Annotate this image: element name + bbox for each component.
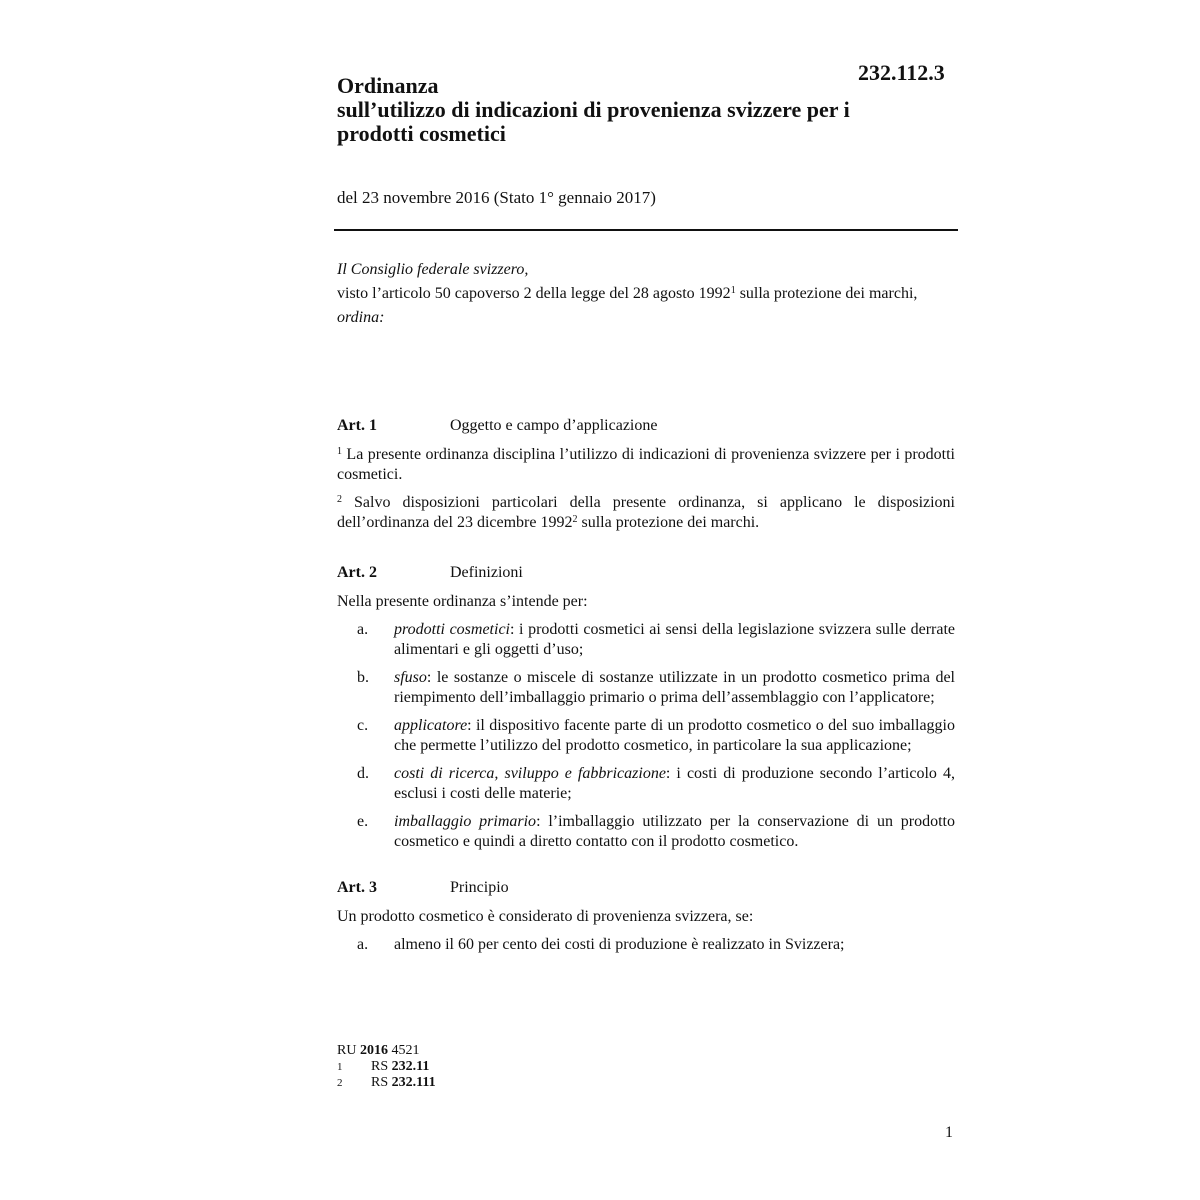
list-text: almeno il 60 per cento dei costi di produzione è realizzato in Svizzera; — [394, 936, 845, 953]
sr-number: 232.112.3 — [858, 60, 945, 85]
title-line: sull’utilizzo di indicazioni di provenienza svizzere per i — [337, 97, 850, 122]
defined-term: prodotti cosmetici — [394, 621, 510, 638]
defined-term: costi di ricerca, sviluppo e fabbricazione — [394, 765, 666, 782]
definition-text: : i prodotti cosmetici ai sensi della legislazione svizzera sulle derrate alimentari e gli oggetti d’uso; — [394, 621, 956, 658]
list-item — [337, 935, 955, 955]
definition-text: : il dispositivo facente parte di un prodotto cosmetico o del suo imballaggio che permette l’utilizzo del prodotto cosmetico, in particolare la sua applicazione; — [394, 717, 955, 754]
ru-prefix: RU — [337, 1043, 357, 1058]
footnote — [337, 1059, 436, 1075]
preamble-basis-text: sulla protezione dei marchi, — [735, 285, 918, 302]
articles — [337, 416, 955, 963]
ru-year: 2016 — [359, 1043, 388, 1058]
paragraph — [337, 445, 955, 485]
footnote-text — [371, 1075, 436, 1091]
list-item — [337, 812, 955, 852]
preamble-basis-text: visto l’articolo 50 capoverso 2 della legge del 28 agosto 1992 — [337, 285, 731, 302]
list-letter: a. — [357, 936, 369, 953]
list-letter: e. — [357, 813, 369, 830]
list-item — [337, 764, 955, 804]
list-letter: b. — [357, 669, 369, 686]
header-divider — [334, 229, 958, 231]
article-3 — [337, 878, 955, 955]
article-header — [337, 878, 955, 898]
list-text — [394, 812, 955, 852]
list-item — [337, 716, 955, 756]
footnote-text — [371, 1059, 429, 1075]
defined-term: applicatore — [394, 717, 468, 734]
footnote-link[interactable]: 232.111 — [391, 1075, 436, 1090]
paragraph — [337, 493, 955, 533]
document-title — [337, 74, 937, 146]
paragraph-number: 2 — [337, 494, 342, 505]
list-letter: d. — [357, 765, 369, 782]
definition-text: : l’imballaggio utilizzato per la conservazione di un prodotto cosmetico e quindi a diretto contatto con il prodotto cosmetico. — [394, 813, 956, 850]
list-letter: c. — [357, 717, 369, 734]
article-intro: Un prodotto cosmetico è considerato di provenienza svizzera, se: — [337, 908, 754, 925]
definition-text: : i costi di produzione secondo l’articolo 4, esclusi i costi delle materie; — [394, 765, 955, 802]
title-line: prodotti cosmetici — [337, 121, 506, 146]
footnote-number: 1 — [337, 1061, 343, 1073]
article-heading: Principio — [450, 879, 509, 896]
list-text — [394, 716, 955, 756]
defined-term: imballaggio primario — [394, 813, 537, 830]
defined-term: sfuso — [394, 669, 427, 686]
preamble-decree: ordina: — [337, 309, 385, 326]
footnote-prefix: RS — [371, 1075, 389, 1090]
preamble-authority: Il Consiglio federale svizzero, — [337, 261, 529, 278]
article-heading: Definizioni — [450, 564, 523, 581]
title-line: Ordinanza — [337, 73, 439, 98]
date-line: del 23 novembre 2016 (Stato 1° gennaio 2017) — [337, 188, 656, 207]
footnote-number: 2 — [337, 1077, 343, 1089]
article-header — [337, 563, 955, 583]
footnote — [337, 1075, 436, 1091]
ru-page: 4521 — [391, 1043, 420, 1058]
article-number: Art. 2 — [337, 564, 377, 581]
list-text — [394, 668, 955, 708]
article-header — [337, 416, 955, 436]
paragraph-text: Salvo disposizioni particolari della presente ordinanza, si applicano le disposizioni dell’ordinanza del 23 dicembre 1992 — [337, 494, 955, 531]
paragraph-number: 1 — [337, 446, 342, 457]
list-letter: a. — [357, 621, 369, 638]
paragraph-text: sulla protezione dei marchi. — [577, 514, 760, 531]
footnote-prefix: RS — [371, 1059, 389, 1074]
paragraph-text: La presente ordinanza disciplina l’utilizzo di indicazioni di provenienza svizzere per i prodotti cosmetici. — [337, 446, 955, 483]
article-intro: Nella presente ordinanza s’intende per: — [337, 593, 588, 610]
list-text — [394, 764, 955, 804]
article-heading: Oggetto e campo d’applicazione — [450, 417, 658, 434]
article-1 — [337, 416, 955, 533]
article-2 — [337, 563, 955, 852]
article-number: Art. 1 — [337, 417, 377, 434]
article-number: Art. 3 — [337, 879, 377, 896]
ru-reference — [337, 1043, 436, 1059]
footnote-link[interactable]: 232.11 — [391, 1059, 430, 1074]
list-text — [394, 620, 955, 660]
footnote-ref[interactable]: 1 — [730, 285, 736, 296]
list-item — [337, 620, 955, 660]
page-number: 1 — [945, 1124, 953, 1141]
definition-list — [337, 620, 955, 852]
definition-text: : le sostanze o miscele di sostanze utilizzate in un prodotto cosmetico prima del riempimento dell’imballaggio primario o prima dell’assemblaggio con l’applicatore; — [394, 669, 955, 706]
preamble — [337, 260, 957, 332]
list-item — [337, 668, 955, 708]
preamble-basis — [337, 284, 957, 304]
condition-list — [337, 935, 955, 955]
footnote-ref[interactable]: 2 — [572, 514, 578, 525]
footer — [337, 1043, 436, 1091]
